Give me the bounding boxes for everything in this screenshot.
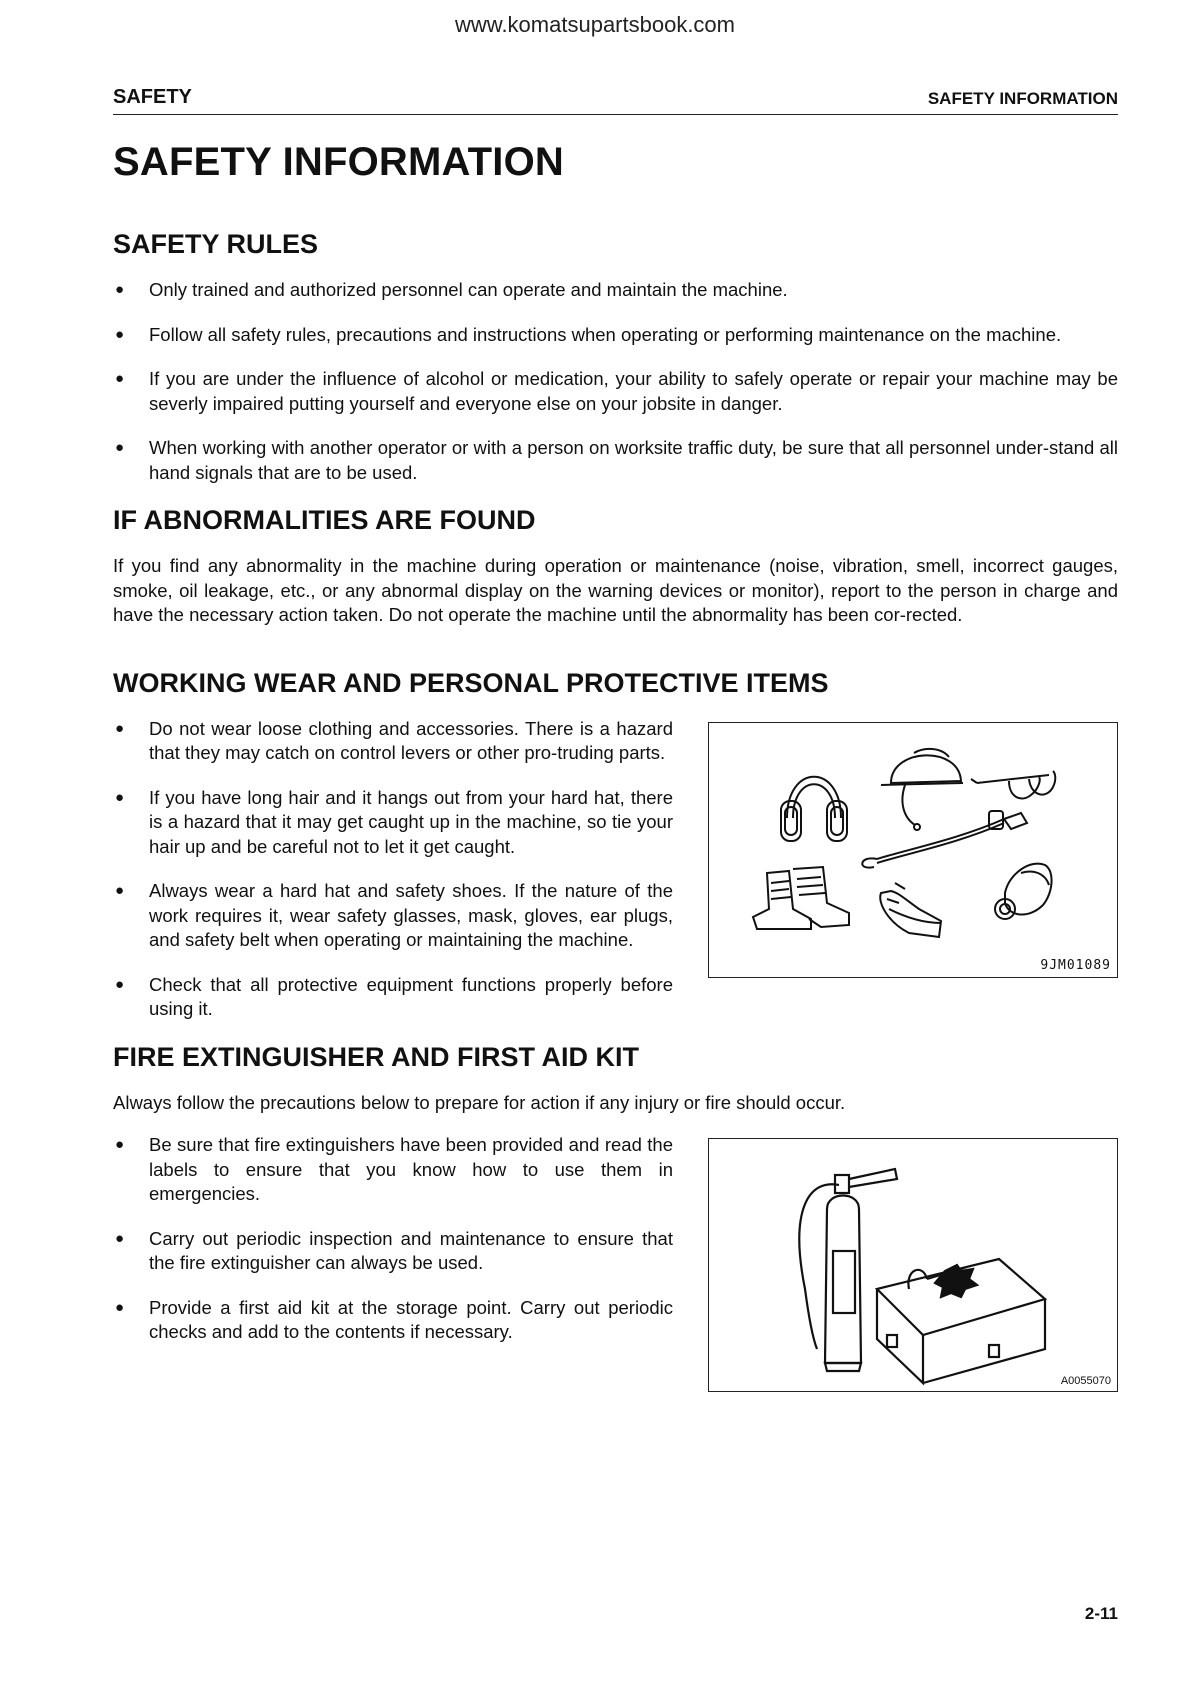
figure-label: A0055070: [1060, 1375, 1111, 1387]
list-working-wear: [113, 717, 673, 1022]
safety-belt-icon: [862, 811, 1027, 868]
list-item: ● Always wear a hard hat and safety shoes. If the nature of the work requires it, wear safety glasses, mask, gloves, ear plugs, and safety belt when operating or maintaining the machine.: [115, 880, 673, 950]
figure-label: 9JM01089: [1040, 957, 1111, 973]
working-wear-body: [113, 717, 1118, 1022]
list-item: ● Check that all protective equipment functions properly before using it.: [115, 973, 673, 1019]
hard-hat-icon: [881, 748, 963, 829]
bullet-icon: ●: [115, 281, 125, 298]
list-item: ● If you have long hair and it hangs out from your hard hat, there is a hazard that it may get caught up in the machine, so tie your hair up and be careful not to let it get caught.: [115, 786, 673, 857]
heading-safety-rules: SAFETY RULES: [113, 229, 319, 259]
list-item: ● If you are under the influence of alcohol or medication, your ability to safely operate or repair your machine may be severly impaired putting yourself and everyone else on your jobsite in danger.: [115, 368, 1118, 414]
safety-glasses-icon: [971, 771, 1055, 799]
fire-extinguisher-figure: [708, 1138, 1118, 1392]
bullet-icon: ●: [115, 882, 125, 899]
header-chapter-label: SAFETY INFORMATION: [927, 89, 1118, 108]
section-abnormalities: [113, 505, 1118, 628]
protective-items-illustration: [709, 723, 1117, 977]
first-aid-kit-icon: [877, 1259, 1045, 1383]
running-head: [113, 86, 1118, 115]
bullet-icon: ●: [115, 1136, 125, 1153]
protective-items-figure: [708, 722, 1118, 978]
list-item: ● When working with another operator or with a person on worksite traffic duty, be sure that all personnel under-stand all hand signals that are to be used.: [115, 437, 1118, 483]
fire-extinguisher-icon: [799, 1169, 897, 1371]
fire-extinguisher-body: [113, 1133, 1118, 1387]
section-working-wear: [113, 668, 1118, 1022]
bullet-icon: ●: [115, 370, 125, 387]
fire-extinguisher-intro: Always follow the precautions below to prepare for action if any injury or fire should occur.: [113, 1091, 846, 1113]
list-item: ● Be sure that fire extinguishers have been provided and read the labels to ensure that you know how to use them in emergencies.: [115, 1134, 673, 1204]
list-item: ● Follow all safety rules, precautions and instructions when operating or performing maintenance on the machine.: [113, 323, 1118, 348]
list-item: ● Do not wear loose clothing and accessories. There is a hazard that they may catch on control levers or other pro-truding parts.: [115, 717, 673, 763]
bullet-icon: ●: [115, 1298, 125, 1316]
section-safety-rules: [113, 229, 1118, 485]
list-fire-extinguisher: [113, 1133, 673, 1345]
list-safety-rules: [113, 278, 1118, 485]
page-content: [113, 140, 1118, 1387]
dust-mask-icon: [995, 863, 1052, 918]
ear-muffs-icon: [781, 776, 847, 840]
bullet-icon: ●: [115, 788, 125, 806]
bullet-icon: ●: [115, 439, 125, 456]
page-number: 2-11: [1084, 1604, 1118, 1623]
section-fire-extinguisher: [113, 1041, 1118, 1387]
bullet-icon: ●: [115, 325, 125, 343]
list-item: ● Provide a first aid kit at the storage point. Carry out periodic checks and add to the contents if necessary.: [115, 1296, 673, 1342]
page-title: SAFETY INFORMATION: [113, 140, 565, 184]
heading-fire-extinguisher: FIRE EXTINGUISHER AND FIRST AID KIT: [113, 1041, 640, 1072]
bullet-icon: ●: [115, 1229, 125, 1247]
heading-abnormalities: IF ABNORMALITIES ARE FOUND: [113, 505, 536, 535]
list-item: ● Carry out periodic inspection and maintenance to ensure that the fire extinguisher can always be used.: [115, 1227, 673, 1273]
watermark: www.komatsupartsbook.com: [455, 12, 735, 37]
extinguisher-and-kit-illustration: [709, 1139, 1117, 1391]
safety-boots-icon: [753, 867, 849, 929]
gloves-icon: [880, 883, 941, 937]
list-item: ● Only trained and authorized personnel can operate and maintain the machine.: [113, 278, 1118, 303]
bullet-icon: ●: [115, 719, 125, 737]
header-section-label: SAFETY: [113, 86, 192, 108]
bullet-icon: ●: [115, 975, 125, 993]
heading-working-wear: WORKING WEAR AND PERSONAL PROTECTIVE ITEMS: [113, 667, 829, 698]
abnormalities-paragraph: If you find any abnormality in the machine during operation or maintenance (noise, vibration, smell, incorrect gauges, smoke, oil leakage, etc., or any abnormal display on the warning devices or monitor), report to the person in charge and have the necessary action taken. Do not operate the machine until the abnormality has been cor-rected.: [113, 555, 1118, 625]
